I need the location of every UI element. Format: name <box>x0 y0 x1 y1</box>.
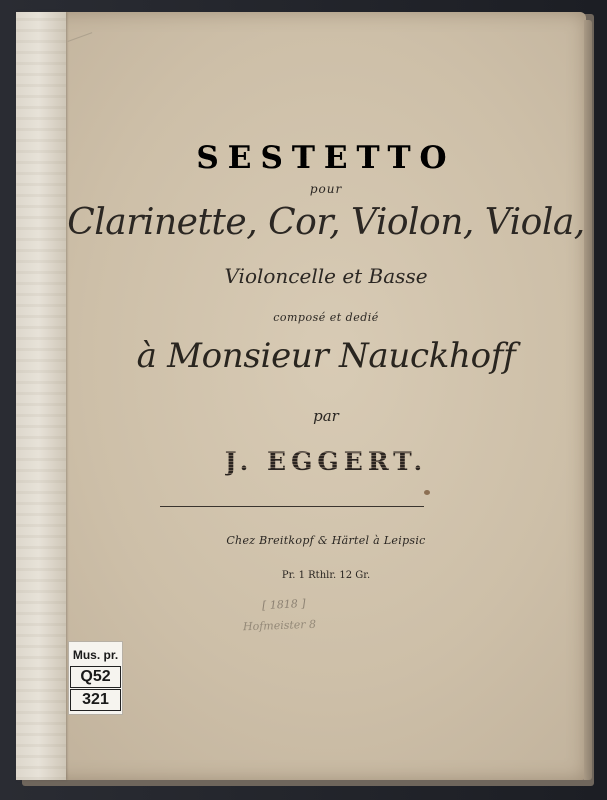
publisher-imprint: Chez Breitkopf & Härtel à Leipsic <box>226 534 426 547</box>
dedicatee: à Monsieur Nauckhoff <box>136 336 516 376</box>
dedication-note: composé et dedié <box>273 311 379 324</box>
shelfmark-label <box>68 641 123 715</box>
binding-strip <box>16 12 66 780</box>
pencil-reference-note: Hofmeister 8 <box>242 617 317 634</box>
pencil-date-note: [ 1818 ] <box>261 596 306 613</box>
by-word: par <box>313 407 339 425</box>
shelfmark-collection: Mus. pr. <box>72 648 119 662</box>
divider-rule <box>160 506 424 507</box>
instrumentation-line-1: Clarinette, Cor, Violon, Viola, <box>67 202 585 243</box>
price-line: Pr. 1 Rthlr. 12 Gr. <box>281 570 371 581</box>
page-edge <box>584 20 592 780</box>
work-title: SESTETTO <box>196 140 456 176</box>
ink-stain <box>424 490 430 495</box>
connector-pour: pour <box>309 182 343 196</box>
shelfmark-number: 321 <box>70 689 121 711</box>
composer-name: J. EGGERT. <box>224 447 428 476</box>
shelfmark-series: Q52 <box>70 666 121 688</box>
instrumentation-line-2: Violoncelle et Basse <box>224 264 428 288</box>
